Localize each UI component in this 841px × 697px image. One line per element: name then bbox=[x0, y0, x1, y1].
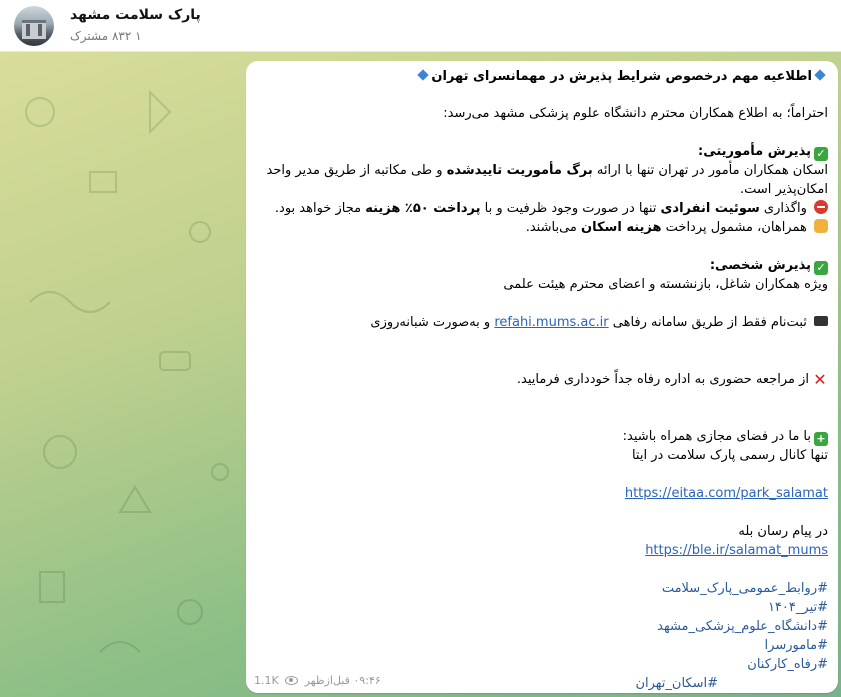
hashtag-link[interactable]: #اسکان_تهران bbox=[635, 676, 718, 691]
virtual-line-2: تنها کانال رسمی پارک سلامت در ایتا bbox=[631, 448, 828, 463]
register-text: و به‌صورت شبانه‌روزی bbox=[370, 315, 491, 330]
mission-text: می‌باشند. bbox=[525, 220, 577, 235]
monitor-icon bbox=[814, 316, 828, 326]
bale-label: در پیام رسان بله bbox=[738, 524, 828, 539]
plus-icon: + bbox=[814, 432, 828, 446]
eitaa-link[interactable]: https://eitaa.com/park_salamat bbox=[624, 486, 828, 501]
mission-heading-line bbox=[698, 142, 828, 161]
view-count: 1.1K bbox=[254, 674, 279, 687]
check-icon: ✓ bbox=[814, 147, 828, 161]
blue-diamond-icon bbox=[418, 69, 429, 80]
warning-text: از مراجعه حضوری به اداره رفاه جداً خودداری فرمایید. bbox=[516, 372, 809, 387]
personal-heading-line bbox=[710, 256, 828, 275]
mission-text: اسکان همکاران مأمور در تهران تنها با ارائه bbox=[596, 163, 828, 178]
virtual-text: با ما در فضای مجازی همراه باشید: bbox=[622, 429, 811, 444]
blue-diamond-icon bbox=[814, 69, 825, 80]
mission-line-4 bbox=[526, 218, 828, 237]
message-title-line bbox=[415, 67, 828, 86]
mission-bold: هزینه اسکان bbox=[581, 220, 662, 235]
hashtag-link[interactable]: #روابط_عمومی_پارک_سلامت bbox=[661, 581, 828, 596]
mission-text: مجاز خواهد بود. bbox=[274, 201, 362, 216]
register-text: ثبت‌نام فقط از طریق سامانه رفاهی bbox=[612, 315, 807, 330]
message-meta bbox=[254, 674, 381, 687]
mission-bold: برگ مأموریت تاییدشده bbox=[446, 163, 593, 178]
message-bubble[interactable] bbox=[246, 61, 838, 693]
no-entry-icon bbox=[814, 200, 828, 214]
mission-bold: سوئیت انفرادی bbox=[660, 201, 760, 216]
register-line bbox=[370, 313, 828, 332]
channel-avatar[interactable] bbox=[14, 6, 54, 46]
hashtag-link[interactable]: #مامورسرا bbox=[764, 638, 828, 653]
hashtag-link[interactable]: #دانشگاه_علوم_پزشکی_مشهد bbox=[657, 619, 828, 634]
bale-link[interactable]: https://ble.ir/salamat_mums bbox=[645, 543, 828, 558]
mission-line-3 bbox=[275, 199, 828, 218]
warning-line bbox=[517, 370, 828, 389]
hashtag-link[interactable]: #رفاه_کارکنان bbox=[747, 657, 828, 672]
mission-line-1 bbox=[267, 161, 829, 180]
mission-heading: پذیرش مأموریتی: bbox=[698, 144, 811, 159]
virtual-line-1 bbox=[623, 427, 828, 446]
cross-icon: ✕ bbox=[813, 370, 827, 389]
message-title: اطلاعیه مهم درخصوص شرایط پذیرش در مهمانسرای تهران bbox=[431, 69, 812, 84]
hashtag-link[interactable]: #تیر_۱۴۰۴ bbox=[767, 600, 828, 615]
message-time: ۰۹:۴۶ قبل‌ازظهر bbox=[304, 674, 381, 687]
mission-text: واگذاری bbox=[763, 201, 807, 216]
subscriber-count: ۱ ۸۳۲ مشترک bbox=[70, 29, 142, 43]
refahi-link[interactable]: refahi.mums.ac.ir bbox=[494, 315, 609, 330]
people-icon bbox=[814, 219, 828, 233]
mission-text: همراهان، مشمول پرداخت bbox=[665, 220, 807, 235]
mission-line-2: امکان‌پذیر است. bbox=[739, 182, 828, 197]
mission-text: تنها در صورت وجود ظرفیت و با bbox=[484, 201, 657, 216]
mission-bold: پرداخت ۵۰٪ هزینه bbox=[365, 201, 481, 216]
check-icon: ✓ bbox=[814, 261, 828, 275]
eye-icon bbox=[285, 676, 298, 685]
intro-text: احتراماً؛ به اطلاع همکاران محترم دانشگاه علوم پزشکی مشهد می‌رسد: bbox=[443, 106, 828, 121]
channel-header[interactable] bbox=[0, 0, 841, 52]
personal-line: ویژه همکاران شاغل، بازنشسته و اعضای محترم هیئت علمی bbox=[503, 277, 828, 292]
personal-heading: پذیرش شخصی: bbox=[709, 258, 811, 273]
channel-title[interactable]: پارک سلامت مشهد bbox=[70, 7, 201, 23]
mission-text: و طی مکاتبه از طریق مدیر واحد bbox=[266, 163, 443, 178]
